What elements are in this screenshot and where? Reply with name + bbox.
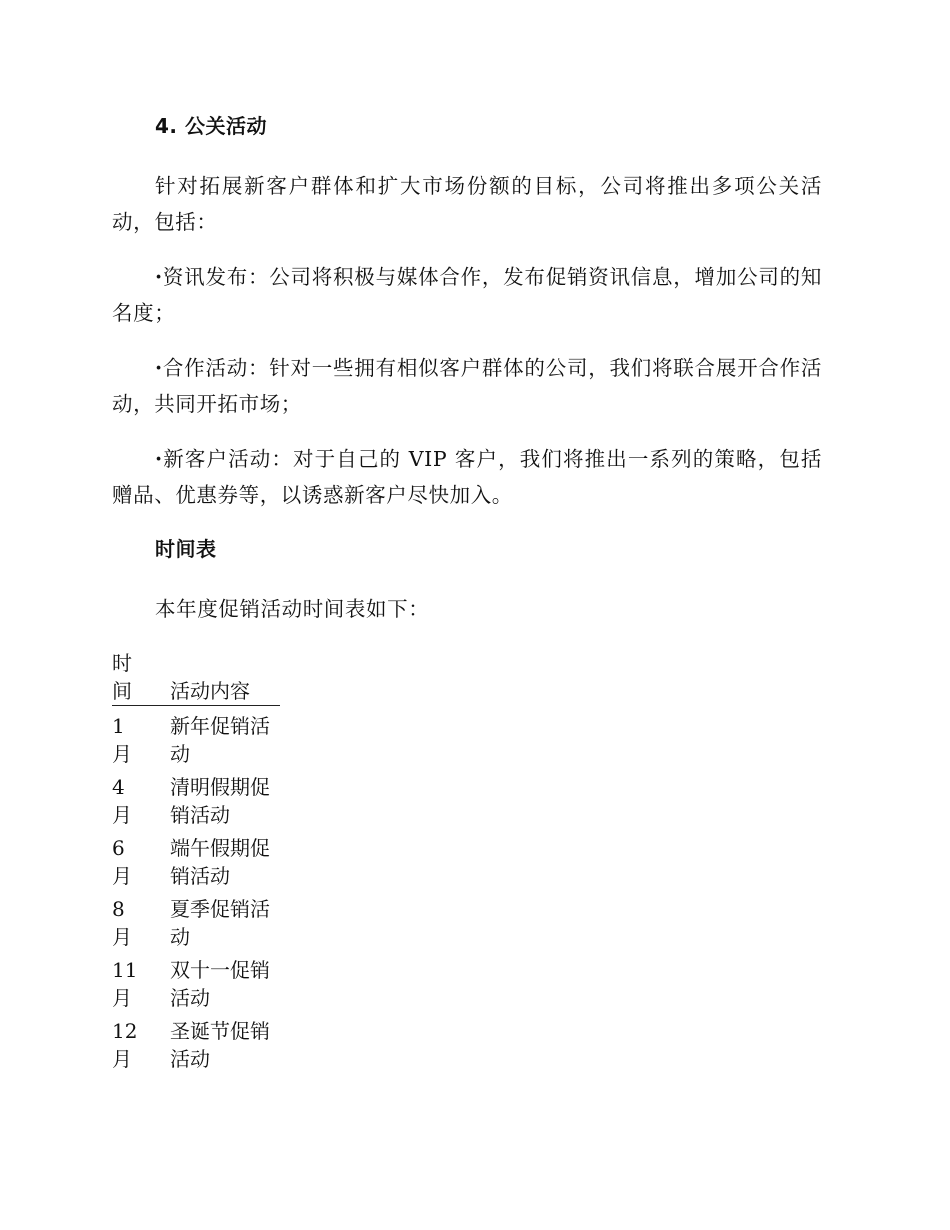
schedule-intro-paragraph: 本年度促销活动时间表如下： (155, 597, 430, 621)
document-page (112, 110, 822, 1073)
column-header-time: 时间 (112, 651, 132, 703)
bullet-item-cooperation (112, 350, 822, 422)
column-header-content: 活动内容 (170, 679, 250, 703)
bullet-item-news-release (112, 259, 822, 331)
row-time-cell: 8 月 (112, 897, 132, 949)
table-row (112, 829, 280, 890)
table-row (112, 951, 280, 1012)
schedule-heading: 时间表 (155, 537, 217, 561)
schedule-table-header-row (112, 649, 280, 706)
row-content-cell: 新年促销活动 (170, 714, 270, 766)
row-content-cell: 清明假期促销活动 (170, 775, 270, 827)
bullet-text: 新客户活动：对于自己的 VIP 客户，我们将推出一系列的策略，包括赠品、优惠券等，以诱惑新客户尽快加入。 (112, 447, 822, 507)
bullet-text: 合作活动：针对一些拥有相似客户群体的公司，我们将联合展开合作活动，共同开拓市场； (112, 356, 822, 416)
row-content-cell: 双十一促销活动 (170, 958, 270, 1010)
bullet-marker: · (155, 447, 163, 471)
section-heading: 4. 公关活动 (155, 114, 267, 138)
row-time-cell: 12 月 (112, 1019, 138, 1071)
row-content-cell: 端午假期促销活动 (170, 836, 270, 888)
table-row (112, 768, 280, 829)
bullet-text: 资讯发布：公司将积极与媒体合作，发布促销资讯信息，增加公司的知名度； (112, 265, 822, 325)
row-content-cell: 夏季促销活动 (170, 897, 270, 949)
table-row (112, 890, 280, 951)
bullet-item-new-customer (112, 441, 822, 513)
bullet-marker: · (155, 265, 163, 289)
table-row (112, 1012, 280, 1073)
row-content-cell: 圣诞节促销活动 (170, 1019, 270, 1071)
section-intro-paragraph: 针对拓展新客户群体和扩大市场份额的目标，公司将推出多项公关活动，包括： (112, 174, 822, 234)
row-time-cell: 4 月 (112, 775, 132, 827)
row-time-cell: 11 月 (112, 958, 138, 1010)
bullet-marker: · (155, 356, 163, 380)
row-time-cell: 6 月 (112, 836, 132, 888)
table-row (112, 706, 280, 769)
schedule-table (112, 649, 280, 1073)
row-time-cell: 1 月 (112, 714, 132, 766)
